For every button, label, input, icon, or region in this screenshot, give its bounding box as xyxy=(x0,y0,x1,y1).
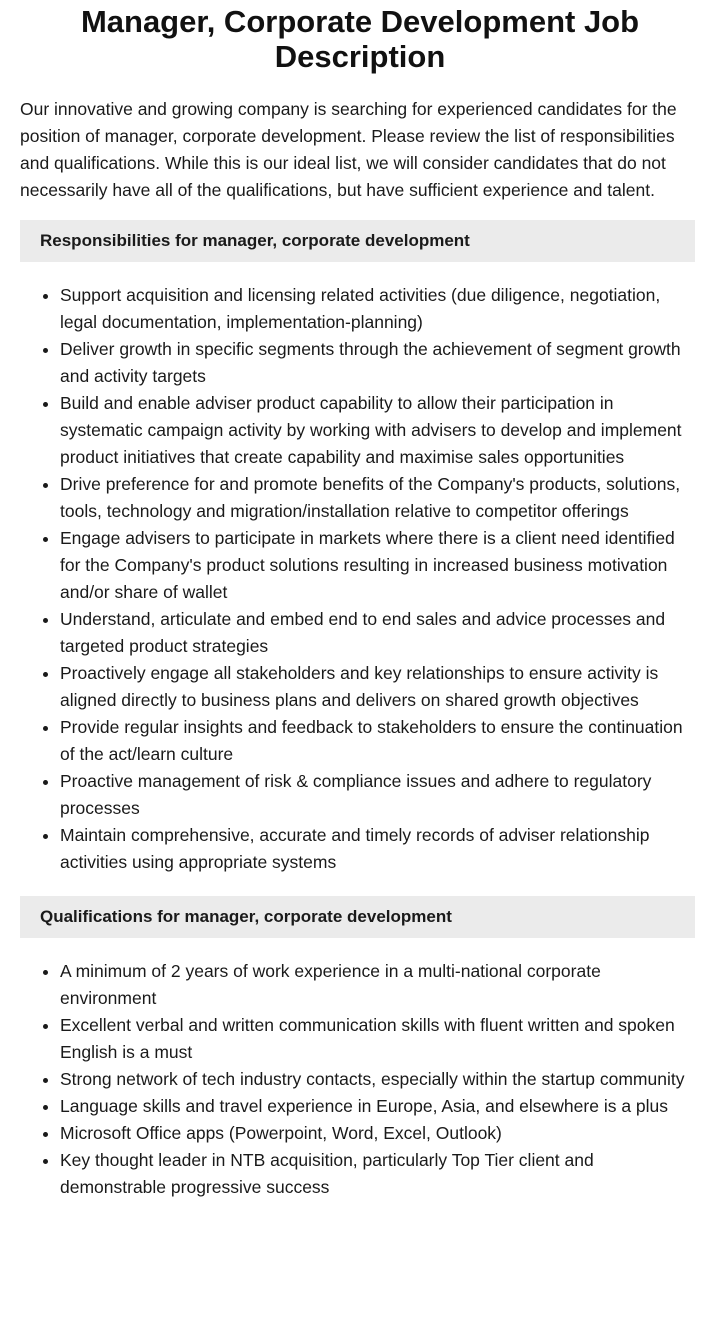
list-item: • Key thought leader in NTB acquisition, particularly Top Tier client and demonstrable progressive success xyxy=(60,1147,700,1201)
list-item: • Strong network of tech industry contacts, especially within the startup community xyxy=(60,1066,700,1093)
job-description xyxy=(0,4,720,1201)
list-item: • Microsoft Office apps (Powerpoint, Word, Excel, Outlook) xyxy=(60,1120,700,1147)
intro-paragraph: Our innovative and growing company is searching for experienced candidates for the position of manager, corporate development. Please review the list of responsibilities and qualifications. While this is our ideal list, we will consider candidates that do not necessarily have all of the qualifications, but have sufficient experience and talent. xyxy=(20,99,677,200)
responsibilities-heading: Responsibilities for manager, corporate development xyxy=(20,220,695,262)
list-item: • Build and enable adviser product capability to allow their participation in systematic campaign activity by working with advisers to develop and implement product initiatives that create capability and maximise sales opportunities xyxy=(60,390,700,471)
list-item: • Excellent verbal and written communication skills with fluent written and spoken English is a must xyxy=(60,1012,700,1066)
list-item: • Deliver growth in specific segments through the achievement of segment growth and activity targets xyxy=(60,336,700,390)
page-title: Manager, Corporate Development Job Description xyxy=(80,4,640,74)
list-item: • Maintain comprehensive, accurate and timely records of adviser relationship activities using appropriate systems xyxy=(60,822,700,876)
responsibilities-list xyxy=(20,282,700,876)
list-item: • Drive preference for and promote benefits of the Company's products, solutions, tools, technology and migration/installation relative to competitor offerings xyxy=(60,471,700,525)
list-item: • Engage advisers to participate in markets where there is a client need identified for the Company's product solutions resulting in increased business motivation and/or share of wallet xyxy=(60,525,700,606)
list-item: • Proactively engage all stakeholders and key relationships to ensure activity is aligned directly to business plans and delivers on shared growth objectives xyxy=(60,660,700,714)
list-item: • Understand, articulate and embed end to end sales and advice processes and targeted product strategies xyxy=(60,606,700,660)
qualifications-heading: Qualifications for manager, corporate development xyxy=(20,896,695,938)
list-item: • Provide regular insights and feedback to stakeholders to ensure the continuation of the act/learn culture xyxy=(60,714,700,768)
list-item: • Support acquisition and licensing related activities (due diligence, negotiation, legal documentation, implementation-planning) xyxy=(60,282,700,336)
list-item: • Proactive management of risk & compliance issues and adhere to regulatory processes xyxy=(60,768,700,822)
list-item: • A minimum of 2 years of work experience in a multi-national corporate environment xyxy=(60,958,700,1012)
qualifications-list xyxy=(20,958,700,1201)
list-item: • Language skills and travel experience in Europe, Asia, and elsewhere is a plus xyxy=(60,1093,700,1120)
